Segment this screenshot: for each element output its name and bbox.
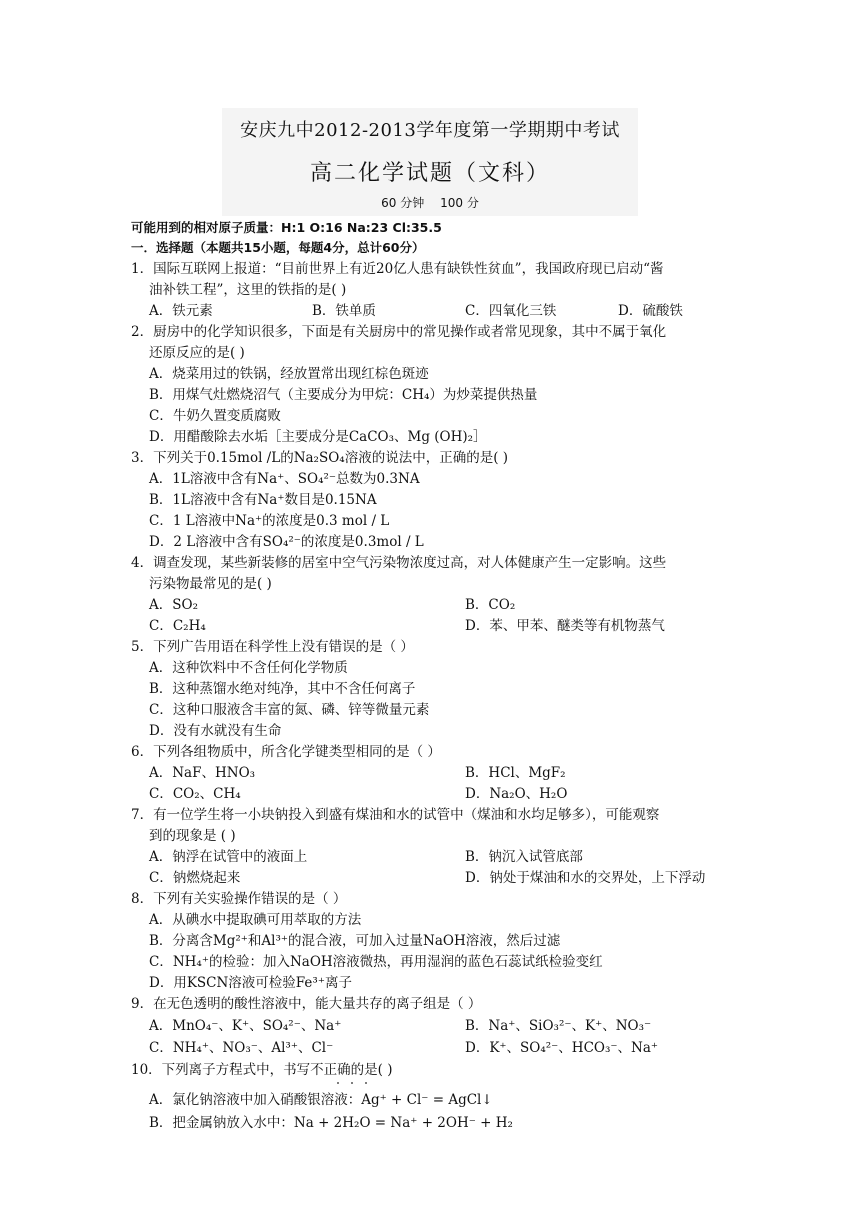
subject-title: 高二化学试题（文科） — [309, 161, 550, 186]
question-4-stem-1: 4．调查发现，某些新装修的居室中空气污染物浓度过高，对人体健康产生一定影响。这些 — [131, 555, 667, 571]
time-score — [0, 194, 860, 211]
question-2-option-b: B．用煤气灶燃烧沼气（主要成分为甲烷：CH₄）为炒菜提供热量 — [149, 387, 538, 403]
exam-score: 100 分 — [440, 196, 479, 210]
question-5-option-b: B．这种蒸馏水绝对纯净，其中不含任何离子 — [149, 681, 416, 697]
question-3-option-c: C．1 L溶液中Na⁺的浓度是0.3 mol / L — [149, 513, 390, 529]
question-7-option-a: A．钠浮在试管中的液面上 — [149, 849, 308, 865]
question-1-option-d: D．硫酸铁 — [618, 303, 683, 319]
question-5-option-a: A．这种饮料中不含任何化学物质 — [149, 660, 348, 676]
question-4-option-a: A．SO₂ — [149, 597, 198, 613]
question-5-stem-1: 5．下列广告用语在科学性上没有错误的是（ ） — [131, 639, 414, 655]
emphasis-dot — [351, 1082, 353, 1084]
question-1-stem-1: 1．国际互联网上报道：“目前世界上有近20亿人患有缺铁性贫血”，我国政府现已启动“酱 — [131, 261, 664, 277]
question-9-option-b: B．Na⁺、SiO₃²⁻、K⁺、NO₃⁻ — [465, 1018, 652, 1034]
question-6-stem-1: 6．下列各组物质中，所含化学键类型相同的是（ ） — [131, 744, 441, 760]
question-3-option-b: B．1L溶液中含有Na⁺数目是0.15NA — [149, 492, 377, 508]
question-3-option-d: D．2 L溶液中含有SO₄²⁻的浓度是0.3mol / L — [149, 534, 424, 550]
question-9-option-d: D．K⁺、SO₄²⁻、HCO₃⁻、Na⁺ — [465, 1040, 658, 1056]
question-1-stem-2: 油补铁工程”，这里的铁指的是( ) — [149, 282, 347, 298]
question-8-option-a: A．从碘水中提取碘可用萃取的方法 — [149, 912, 362, 928]
question-3-stem-1: 3．下列关于0.15mol /L的Na₂SO₄溶液的说法中，正确的是( ) — [131, 450, 509, 466]
question-8-stem-1: 8．下列有关实验操作错误的是（ ） — [131, 891, 347, 907]
question-6-option-b: B．HCl、MgF₂ — [465, 765, 566, 781]
question-5-option-c: C．这种口服液含丰富的氮、磷、锌等微量元素 — [149, 702, 430, 718]
question-1-option-b: B．铁单质 — [312, 303, 376, 319]
question-1-option-c: C．四氧化三铁 — [465, 303, 557, 319]
question-6-option-c: C．CO₂、CH₄ — [149, 786, 241, 802]
question-7-option-d: D．钠处于煤油和水的交界处，上下浮动 — [465, 870, 706, 886]
exam-time: 60 分钟 — [381, 196, 425, 210]
question-4-option-d: D．苯、甲苯、醚类等有机物蒸气 — [465, 618, 665, 634]
question-8-option-b: B．分离含Mg²⁺和Al³⁺的混合液，可加入过量NaOH溶液，然后过滤 — [149, 933, 561, 949]
question-2-option-a: A．烧菜用过的铁锅，经放置常出现红棕色斑迹 — [149, 366, 429, 382]
question-2-stem-1: 2．厨房中的化学知识很多，下面是有关厨房中的常见操作或者常见现象，其中不属于氧化 — [131, 324, 667, 340]
question-10-option-b: B．把金属钠放入水中：Na + 2H₂O = Na⁺ + 2OH⁻ + H₂ — [149, 1115, 513, 1131]
question-6-option-d: D．Na₂O、H₂O — [465, 786, 568, 802]
question-10-stem-1: 10．下列离子方程式中，书写不正确的是( ) — [131, 1062, 393, 1078]
question-2-option-c: C．牛奶久置变质腐败 — [149, 408, 281, 424]
atomic-mass-line: 可能用到的相对原子质量：H:1 O:16 Na:23 Cl:35.5 — [131, 220, 442, 235]
question-4-option-c: C．C₂H₄ — [149, 618, 206, 634]
question-4-stem-2: 污染物最常见的是( ) — [149, 576, 272, 592]
question-9-option-a: A．MnO₄⁻、K⁺、SO₄²⁻、Na⁺ — [149, 1018, 342, 1034]
question-4-option-b: B．CO₂ — [465, 597, 516, 613]
question-2-stem-2: 还原反应的是( ) — [149, 345, 245, 361]
emphasis-dot — [337, 1082, 339, 1084]
question-7-stem-2: 到的现象是 ( ) — [149, 828, 236, 844]
question-8-option-c: C．NH₄⁺的检验：加入NaOH溶液微热，再用湿润的蓝色石蕊试纸检验变红 — [149, 954, 603, 970]
question-10-option-a: A．氯化钠溶液中加入硝酸银溶液：Ag⁺ + Cl⁻ = AgCl↓ — [149, 1092, 493, 1108]
question-5-option-d: D．没有水就没有生命 — [149, 723, 282, 739]
question-3-option-a: A．1L溶液中含有Na⁺、SO₄²⁻总数为0.3NA — [149, 471, 420, 487]
question-9-option-c: C．NH₄⁺、NO₃⁻、Al³⁺、Cl⁻ — [149, 1040, 334, 1056]
school-title: 安庆九中2012-2013学年度第一学期期中考试 — [240, 120, 620, 141]
question-6-option-a: A．NaF、HNO₃ — [149, 765, 256, 781]
question-7-stem-1: 7．有一位学生将一小块钠投入到盛有煤油和水的试管中（煤油和水均足够多），可能观察 — [131, 807, 660, 823]
section-title: 一．选择题（本题共15小题，每题4分，总计60分） — [131, 240, 425, 255]
question-7-option-b: B．钠沉入试管底部 — [465, 849, 583, 865]
emphasis-dot — [365, 1082, 367, 1084]
question-7-option-c: C．钠燃烧起来 — [149, 870, 241, 886]
question-1-option-a: A．铁元素 — [149, 303, 213, 319]
question-8-option-d: D．用KSCN溶液可检验Fe³⁺离子 — [149, 975, 352, 991]
question-2-option-d: D．用醋酸除去水垢［主要成分是CaCO₃、Mg (OH)₂］ — [149, 429, 487, 445]
question-9-stem-1: 9．在无色透明的酸性溶液中，能大量共存的离子组是（ ） — [131, 996, 482, 1012]
